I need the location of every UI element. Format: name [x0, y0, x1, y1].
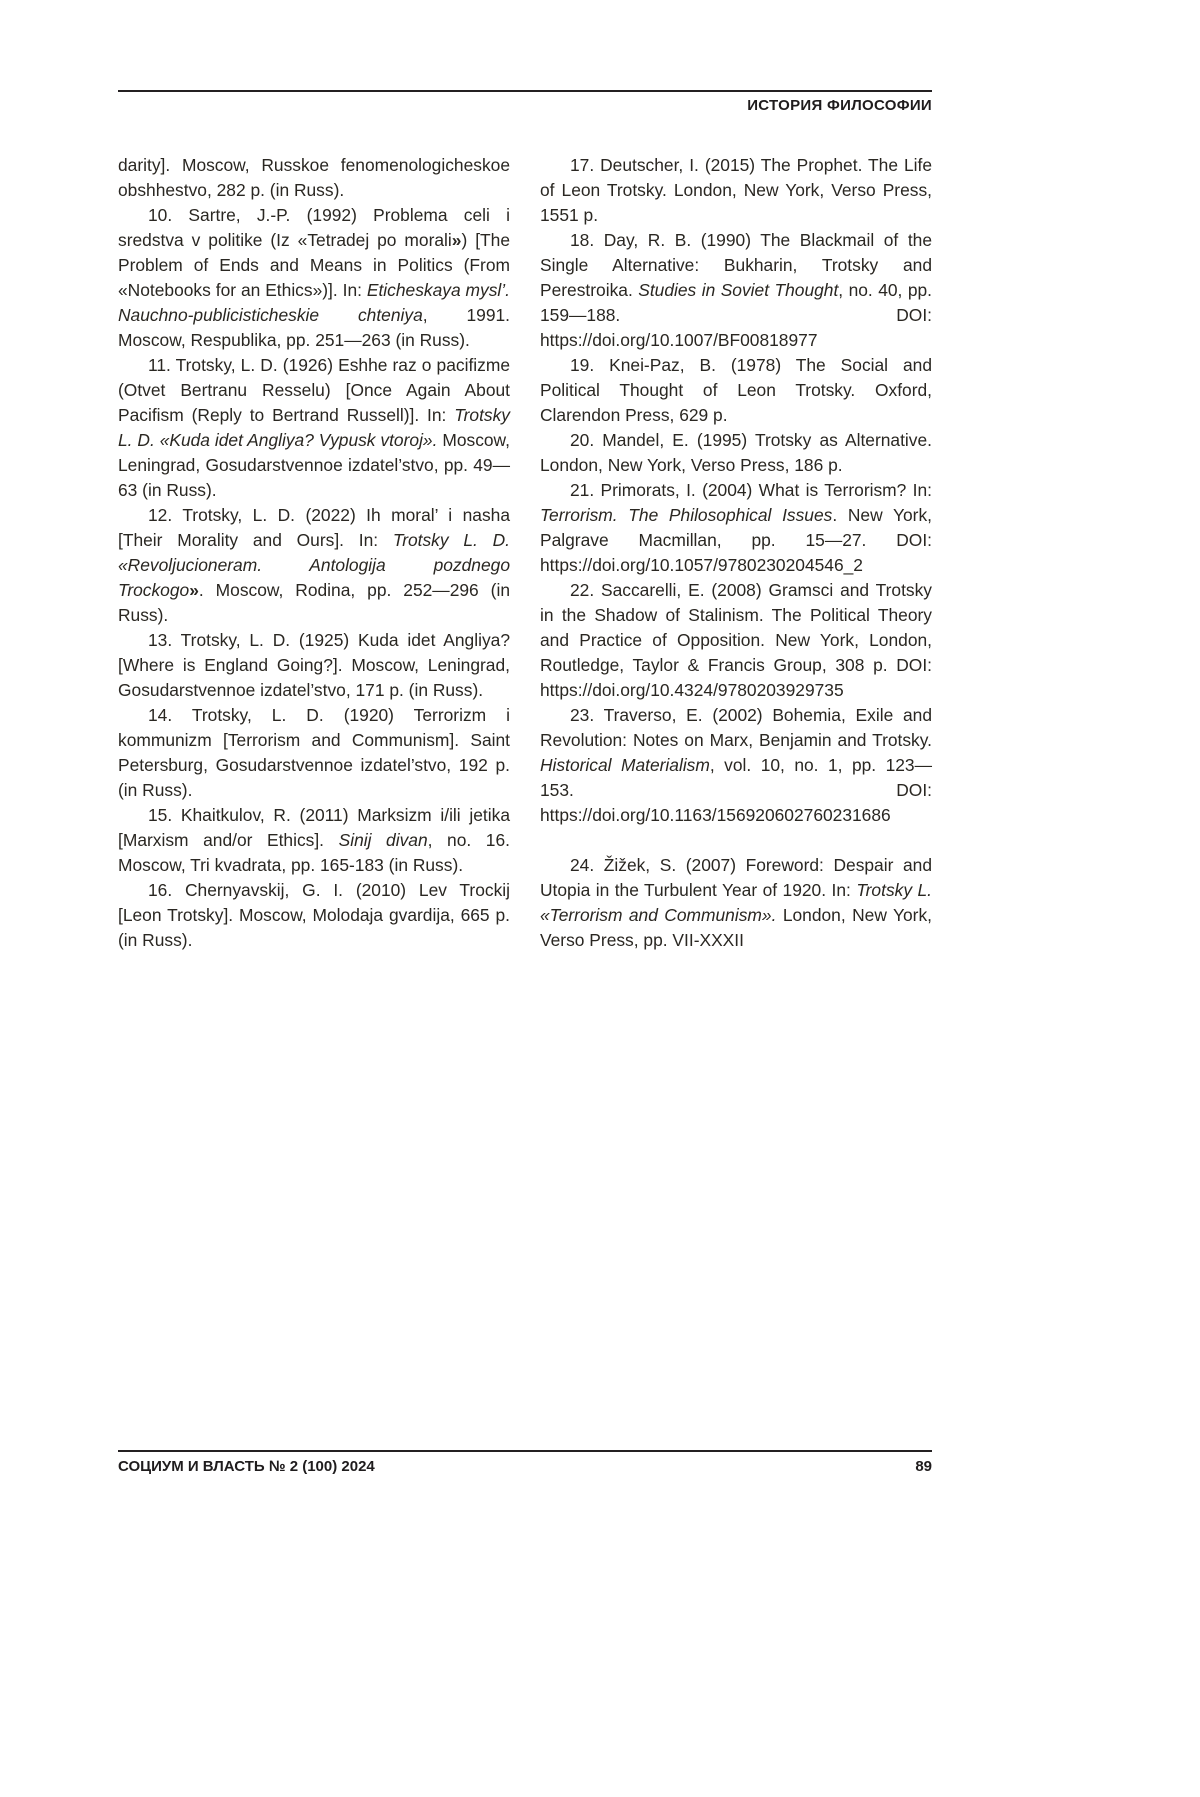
- reference-item: [540, 703, 932, 828]
- reference-text-run: . New York, Palgrave Macmillan, pp. 15—27. DOI: https://doi.org/10.1057/9780230204546_2: [540, 505, 932, 575]
- journal-title: СОЦИУМ И ВЛАСТЬ № 2 (100) 2024: [118, 1458, 375, 1475]
- section-title: ИСТОРИЯ ФИЛОСОФИИ: [747, 97, 932, 114]
- reference-text-run: Trotsky L. D. «Revoljucioneram. Antologija pozdnego Trockogo: [118, 530, 510, 600]
- reference-text-run: 19. Knei-Paz, B. (1978) The Social and Political Thought of Leon Trotsky. Oxford, Clarendon Press, 629 p.: [540, 355, 932, 425]
- reference-text-run: Sinij divan: [338, 830, 428, 850]
- reference-text-run: , vol. 10, no. 1, pp. 123—153. DOI: https://doi.org/10.1163/156920602760231686: [540, 755, 932, 825]
- reference-item: [540, 428, 932, 478]
- reference-text-run: 16. Chernyavskij, G. I. (2010) Lev Trockij [Leon Trotsky]. Moscow, Molodaja gvardija, 665 p. (in Russ).: [118, 880, 510, 950]
- reference-text-run: Moscow, Leningrad, Gosudarstvennoe izdatel’stvo, pp. 49—63 (in Russ).: [118, 430, 510, 500]
- reference-item: [540, 228, 932, 353]
- reference-text-run: 23. Traverso, E. (2002) Bohemia, Exile and Revolution: Notes on Marx, Benjamin and Trotsky.: [540, 705, 932, 750]
- footer-rule: [118, 1450, 932, 1452]
- reference-text-run: , 1991. Moscow, Respublika, pp. 251—263 (in Russ).: [118, 305, 511, 350]
- reference-text-run: Studies in Soviet Thought: [638, 280, 839, 300]
- reference-text-run: 12. Trotsky, L. D. (2022) Ih moral’ i nasha [Their Morality and Ours]. In:: [118, 505, 510, 550]
- reference-item: [540, 353, 932, 428]
- reference-text-run: 21. Primorats, I. (2004) What is Terrorism? In:: [570, 480, 932, 500]
- page-number: 89: [915, 1458, 932, 1475]
- reference-text-run: 13. Trotsky, L. D. (1925) Kuda idet Angliya? [Where is England Going?]. Moscow, Leningrad, Gosudarstvennoe izdatel’stvo, 171 p. (in Russ).: [118, 630, 510, 700]
- reference-text-run: 15. Khaitkulov, R. (2011) Marksizm i/ili jetika [Marxism and/or Ethics].: [118, 805, 510, 850]
- reference-text-run: 22. Saccarelli, E. (2008) Gramsci and Trotsky in the Shadow of Stalinism. The Political Theory and Practice of Opposition. New York, London, Routledge, Taylor & Francis Group, 308 p. DOI: https://doi.org/10.4324/9780203929735: [540, 580, 932, 700]
- reference-text-run: 24. Žižek, S. (2007) Foreword: Despair and Utopia in the Turbulent Year of 1920. In:: [540, 855, 932, 900]
- reference-text-run: 18. Day, R. B. (1990) The Blackmail of the Single Alternative: Bukharin, Trotsky and Perestroika.: [540, 230, 932, 300]
- reference-item: [118, 803, 510, 878]
- header-rule: [118, 90, 932, 92]
- references-right-column: [540, 153, 932, 953]
- reference-text-run: 14. Trotsky, L. D. (1920) Terrorizm i kommunizm [Terrorism and Communism]. Saint Petersburg, Gosudarstvennoe izdatel’stvo, 192 p. (in Russ).: [118, 705, 510, 800]
- reference-item: [540, 153, 932, 228]
- reference-text-run: Terrorism. The Philosophical Issues: [540, 505, 833, 525]
- page-footer: [118, 1458, 932, 1475]
- reference-text-run: »: [189, 580, 199, 600]
- reference-text-run: ) [The Problem of Ends and Means in Politics (From «Notebooks for an Ethics»)]. In:: [118, 230, 510, 300]
- references-columns: [118, 153, 932, 953]
- page-content: [118, 0, 932, 1797]
- reference-text-run: Eticheskaya mysl’. Nauchno-publicisticheskie chteniya: [118, 280, 510, 325]
- reference-text-run: 17. Deutscher, I. (2015) The Prophet. The Life of Leon Trotsky. London, New York, Verso Press, 1551 p.: [540, 155, 932, 225]
- reference-item: [540, 578, 932, 703]
- reference-item: [540, 853, 932, 953]
- reference-text-run: . Moscow, Rodina, pp. 252—296 (in Russ).: [118, 580, 510, 625]
- reference-text-run: Trotsky L. D. «Kuda idet Angliya? Vypusk vtoroj».: [118, 405, 510, 450]
- reference-item: [118, 703, 510, 803]
- reference-text-run: , no. 40, pp. 159—188. DOI: https://doi.org/10.1007/BF00818977: [540, 280, 933, 350]
- reference-text-run: Trotsky L. «Terrorism and Communism».: [540, 880, 932, 925]
- reference-item: [118, 878, 510, 953]
- reference-text-run: 11. Trotsky, L. D. (1926) Eshhe raz o pacifizme (Otvet Bertranu Resselu) [Once Again About Pacifism (Reply to Bertrand Russell)]. In:: [118, 355, 510, 425]
- reference-item: [118, 203, 510, 353]
- reference-text-run: , no. 16. Moscow, Tri kvadrata, pp. 165-183 (in Russ).: [118, 830, 510, 875]
- reference-item: [540, 478, 932, 578]
- reference-text-run: Historical Materialism: [540, 755, 710, 775]
- references-left-column: [118, 153, 510, 953]
- reference-text-run: 20. Mandel, E. (1995) Trotsky as Alternative. London, New York, Verso Press, 186 p.: [540, 430, 932, 475]
- reference-text-run: London, New York, Verso Press, pp. VII-XXXII: [540, 905, 932, 950]
- reference-item: [118, 503, 510, 628]
- reference-item: [118, 153, 510, 203]
- reference-item: [118, 628, 510, 703]
- reference-item: [118, 353, 510, 503]
- reference-text-run: »: [451, 230, 462, 250]
- reference-text-run: 10. Sartre, J.-P. (1992) Problema celi i sredstva v politike (Iz «Tetradej po morali: [118, 205, 510, 250]
- reference-text-run: darity]. Moscow, Russkoe fenomenologicheskoe obshhestvo, 282 p. (in Russ).: [118, 155, 510, 200]
